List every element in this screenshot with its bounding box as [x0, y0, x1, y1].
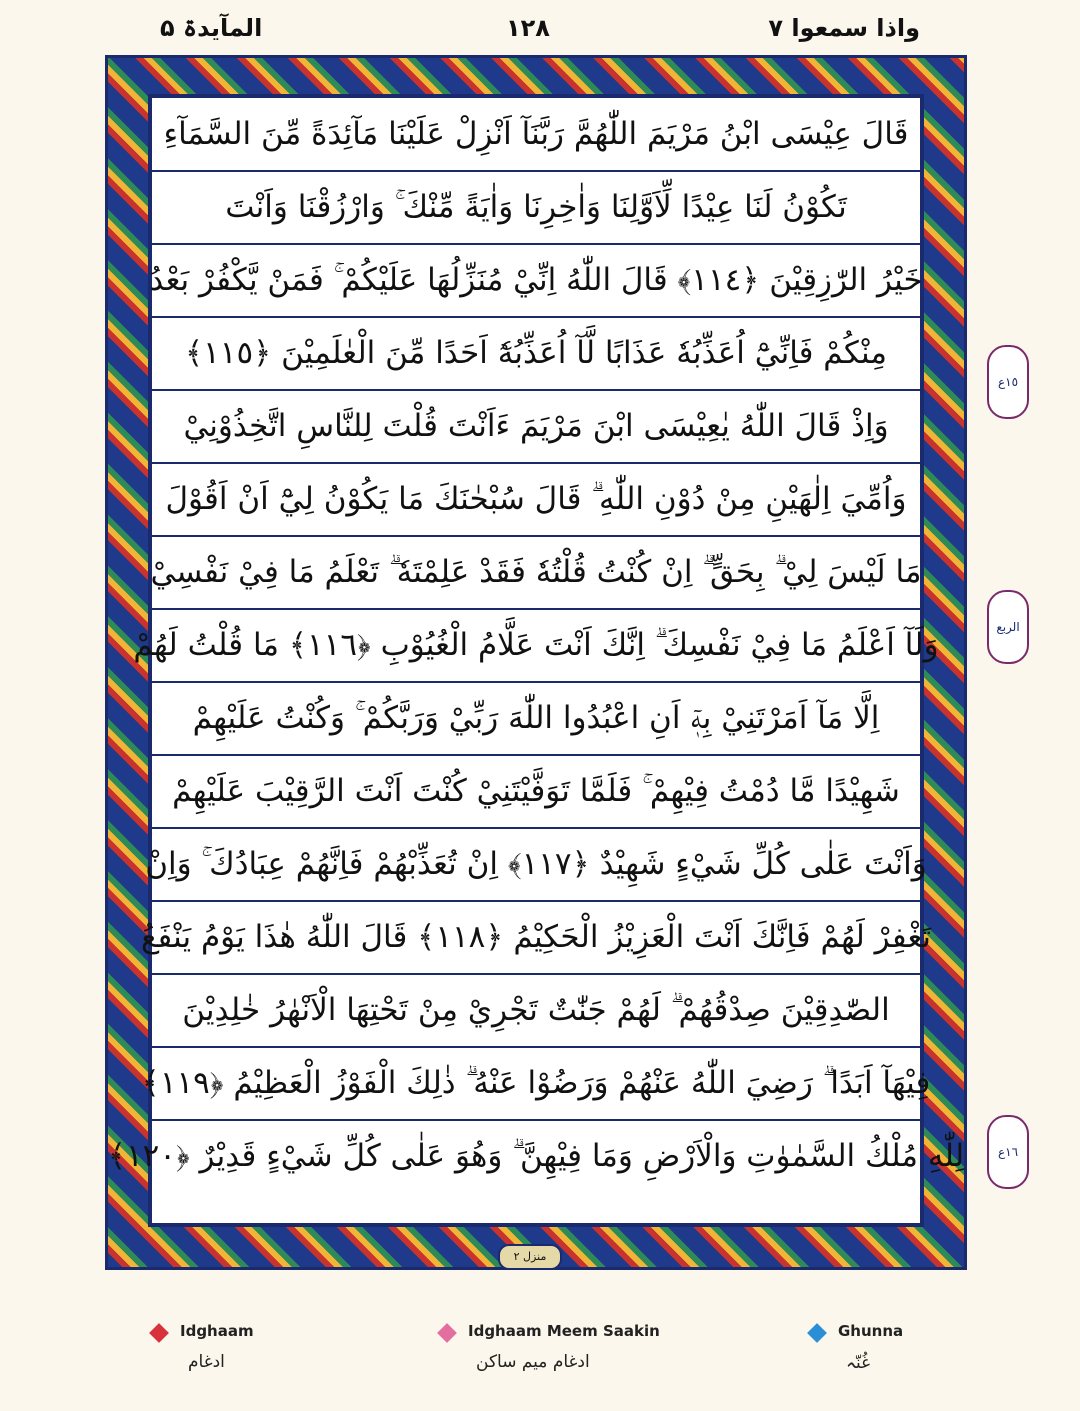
- legend-label-en: Ghunna: [838, 1322, 904, 1340]
- text-line: فِيْهَآ اَبَدًا ۗ رَضِيَ اللّٰهُ عَنْهُمْ وَرَضُوْا عَنْهُ ۗ ذٰلِكَ الْفَوْزُ الْعَظِيْمُ ﴿١١٩﴾: [152, 1047, 920, 1121]
- text-line: مِنْكُمْ فَاِنِّيْٓ اُعَذِّبُهٗ عَذَابًا لَّآ اُعَذِّبُهٗٓ اَحَدًا مِّنَ الْعٰلَمِيْنَ ﴿١١٥﴾: [152, 317, 920, 391]
- text-line: وَاَنْتَ عَلٰى كُلِّ شَيْءٍ شَهِيْدٌ ﴿١١٧﴾ اِنْ تُعَذِّبْهُمْ فَاِنَّهُمْ عِبَادُكَ ۚ وَاِنْ: [152, 828, 920, 902]
- text-line: قَالَ عِيْسَى ابْنُ مَرْيَمَ اللّٰهُمَّ رَبَّنَآ اَنْزِلْ عَلَيْنَا مَآئِدَةً مِّنَ السَّمَآءِ: [152, 98, 920, 172]
- ruku-marker: ١٥ع: [987, 345, 1029, 419]
- idghaam-meem-swatch: [437, 1323, 457, 1343]
- page-number: ١٢٨: [506, 14, 550, 42]
- legend-label-ar: ادغام: [188, 1352, 225, 1372]
- text-frame: [107, 94, 965, 1227]
- legend-label-en: Idghaam Meem Saakin: [468, 1322, 660, 1340]
- text-line: وَلَآ اَعْلَمُ مَا فِيْ نَفْسِكَ ۗ اِنَّكَ اَنْتَ عَلَّامُ الْغُيُوْبِ ﴿١١٦﴾ مَا قُلْتُ لَهُمْ: [152, 609, 920, 683]
- idghaam-swatch: [149, 1323, 169, 1343]
- ghunna-swatch: [807, 1323, 827, 1343]
- rub-marker: الربع: [987, 590, 1029, 664]
- surah-name: المآیدۃ ۵: [160, 14, 263, 42]
- ornamental-border: [105, 55, 967, 1270]
- legend-label-en: Idghaam: [180, 1322, 254, 1340]
- quran-text-area: [107, 98, 965, 1223]
- text-line: مَا لَيْسَ لِيْ ۗ بِحَقٍّ ۗ اِنْ كُنْتُ قُلْتُهٗ فَقَدْ عَلِمْتَهٗ ۗ تَعْلَمُ مَا فِيْ نَفْسِيْ: [152, 536, 920, 610]
- page-header: [0, 14, 1080, 54]
- text-line: لِلّٰهِ مُلْكُ السَّمٰوٰتِ وَالْاَرْضِ وَمَا فِيْهِنَّ ۗ وَهُوَ عَلٰى كُلِّ شَيْءٍ قَدِيْرٌ ﴿١٢٠﴾: [107, 1137, 965, 1174]
- text-line: الصّٰدِقِيْنَ صِدْقُهُمْ ۗ لَهُمْ جَنّٰتٌ تَجْرِيْ مِنْ تَحْتِهَا الْاَنْهٰرُ خٰلِدِيْنَ: [152, 974, 920, 1048]
- juz-name: واذا سمعوا ۷: [768, 14, 920, 42]
- manzil-label: منزل ٢: [498, 1244, 562, 1270]
- legend-label-ar: غُنّہ: [846, 1353, 870, 1373]
- text-line: وَاِذْ قَالَ اللّٰهُ يٰعِيْسَى ابْنَ مَرْيَمَ ءَاَنْتَ قُلْتَ لِلنَّاسِ اتَّخِذُوْنِيْ: [152, 390, 920, 464]
- legend-idghaam-meem-saakin: [438, 1322, 698, 1402]
- text-line: شَهِيْدًا مَّا دُمْتُ فِيْهِمْ ۚ فَلَمَّا تَوَفَّيْتَنِيْ كُنْتَ اَنْتَ الرَّقِيْبَ عَلَيْهِمْ: [152, 755, 920, 829]
- text-line: وَاُمِّيَ اِلٰهَيْنِ مِنْ دُوْنِ اللّٰهِ ۗ قَالَ سُبْحٰنَكَ مَا يَكُوْنُ لِيْٓ اَنْ اَقُوْلَ: [152, 463, 920, 537]
- text-line: تَكُوْنُ لَنَا عِيْدًا لِّاَوَّلِنَا وَاٰخِرِنَا وَاٰيَةً مِّنْكَ ۚ وَارْزُقْنَا وَاَنْتَ: [152, 171, 920, 245]
- ruku-marker: ١٦ع: [987, 1115, 1029, 1189]
- legend-ghunna: [808, 1322, 968, 1402]
- text-line: خَيْرُ الرّٰزِقِيْنَ ﴿١١٤﴾ قَالَ اللّٰهُ اِنِّيْ مُنَزِّلُهَا عَلَيْكُمْ ۚ فَمَنْ يَّكْفُرْ بَعْدُ: [152, 244, 920, 318]
- text-line: اِلَّا مَآ اَمَرْتَنِيْ بِهٖٓ اَنِ اعْبُدُوا اللّٰهَ رَبِّيْ وَرَبَّكُمْ ۚ وَكُنْتُ عَلَيْهِمْ: [152, 682, 920, 756]
- legend-idghaam: [150, 1322, 310, 1402]
- legend-label-ar: ادغام میم ساکن: [476, 1352, 590, 1372]
- text-line: تَغْفِرْ لَهُمْ فَاِنَّكَ اَنْتَ الْعَزِيْزُ الْحَكِيْمُ ﴿١١٨﴾ قَالَ اللّٰهُ هٰذَا يَوْمُ يَنْفَعُ: [152, 901, 920, 975]
